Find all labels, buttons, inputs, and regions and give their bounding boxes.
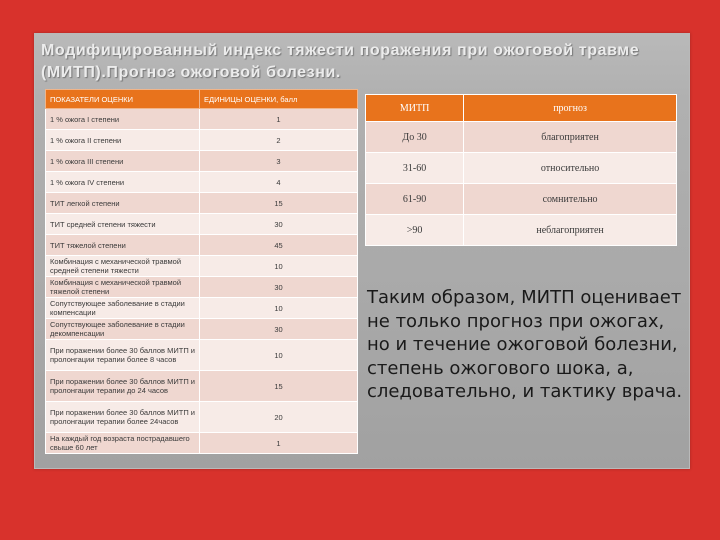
table-row: [46, 193, 358, 214]
column-header-units: ЕДИНИЦЫ ОЦЕНКИ, балл: [200, 90, 358, 109]
score-cell: 45: [200, 235, 358, 256]
indicator-cell: При поражении более 30 баллов МИТП и пролонгации терапии более 8 часов: [46, 340, 200, 371]
mitp-range-cell: До 30: [366, 122, 464, 153]
score-cell: 1: [200, 433, 358, 454]
table-row: [46, 256, 358, 277]
column-header-prognosis: прогноз: [464, 95, 677, 122]
indicator-cell: При поражении более 30 баллов МИТП и пролонгации терапии более 24часов: [46, 402, 200, 433]
column-header-indicators: ПОКАЗАТЕЛИ ОЦЕНКИ: [46, 90, 200, 109]
table-row: [46, 109, 358, 130]
summary-text: Таким образом, МИТП оценивает не только прогноз при ожогах, но и течение ожоговой болезни, степень ожогового шока, а, следовательно, и тактику врача.: [367, 287, 683, 402]
table-row: [46, 214, 358, 235]
table-row: [46, 298, 358, 319]
table-row: [46, 235, 358, 256]
score-cell: 1: [200, 109, 358, 130]
indicator-cell: ТИТ тяжелой степени: [46, 235, 200, 256]
table-header-row: [366, 95, 677, 122]
indicator-cell: ТИТ средней степени тяжести: [46, 214, 200, 235]
score-cell: 30: [200, 319, 358, 340]
mitp-range-cell: 61-90: [366, 184, 464, 215]
table-row: [366, 215, 677, 246]
table-row: [46, 319, 358, 340]
score-cell: 30: [200, 214, 358, 235]
score-cell: 10: [200, 340, 358, 371]
indicator-cell: 1 % ожога IV степени: [46, 172, 200, 193]
indicator-cell: Комбинация с механической травмой тяжелой степени: [46, 277, 200, 298]
score-cell: 15: [200, 193, 358, 214]
score-cell: 20: [200, 402, 358, 433]
table-header-row: [46, 90, 358, 109]
table-row: [46, 130, 358, 151]
prognosis-table: [365, 94, 677, 246]
score-cell: 30: [200, 277, 358, 298]
table-row: [46, 371, 358, 402]
indicator-cell: 1 % ожога II степени: [46, 130, 200, 151]
indicator-cell: Комбинация с механической травмой средней степени тяжести: [46, 256, 200, 277]
table-row: [46, 433, 358, 454]
score-cell: 10: [200, 256, 358, 277]
table-row: [46, 340, 358, 371]
table-row: [366, 153, 677, 184]
table-row: [366, 184, 677, 215]
indicator-cell: На каждый год возраста пострадавшего свыше 60 лет: [46, 433, 200, 454]
prognosis-cell: сомнительно: [464, 184, 677, 215]
prognosis-cell: относительно: [464, 153, 677, 184]
prognosis-cell: благоприятен: [464, 122, 677, 153]
prognosis-cell: неблагоприятен: [464, 215, 677, 246]
table-row: [46, 172, 358, 193]
score-cell: 15: [200, 371, 358, 402]
score-cell: 2: [200, 130, 358, 151]
score-cell: 10: [200, 298, 358, 319]
column-header-mitp: МИТП: [366, 95, 464, 122]
mitp-range-cell: 31-60: [366, 153, 464, 184]
score-table: [45, 89, 358, 454]
slide-title: Модифицированный индекс тяжести поражения при ожоговой травме (МИТП).Прогноз ожоговой болезни.: [41, 42, 640, 81]
score-cell: 4: [200, 172, 358, 193]
indicator-cell: Сопутствующее заболевание в стадии компенсации: [46, 298, 200, 319]
table-row: [46, 151, 358, 172]
indicator-cell: 1 % ожога III степени: [46, 151, 200, 172]
score-cell: 3: [200, 151, 358, 172]
mitp-range-cell: >90: [366, 215, 464, 246]
table-row: [46, 277, 358, 298]
indicator-cell: 1 % ожога I степени: [46, 109, 200, 130]
indicator-cell: При поражении более 30 баллов МИТП и пролонгации терапии до 24 часов: [46, 371, 200, 402]
indicator-cell: ТИТ легкой степени: [46, 193, 200, 214]
table-row: [366, 122, 677, 153]
table-row: [46, 402, 358, 433]
indicator-cell: Сопутствующее заболевание в стадии декомпенсации: [46, 319, 200, 340]
